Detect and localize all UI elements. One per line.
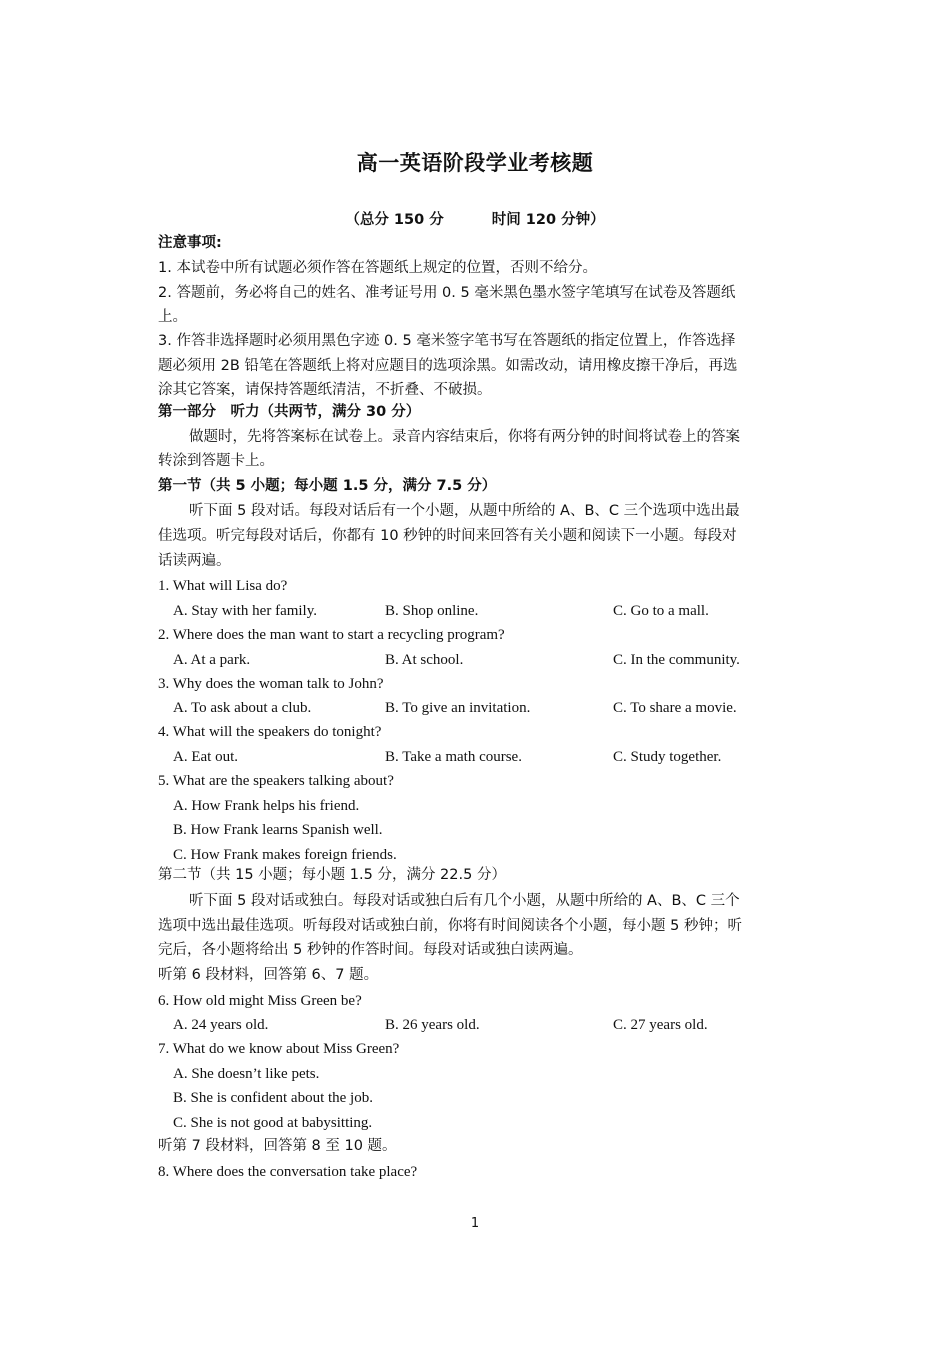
q7-option-b: B. She is confident about the job. <box>173 1090 373 1106</box>
q2-option-a: A. At a park. <box>173 652 251 668</box>
page-number: 1 <box>470 1216 480 1231</box>
section1-heading: 第一节（共 5 小题；每小题 1.5 分，满分 7.5 分） <box>158 478 497 494</box>
section2-intro-cont2: 完后，各小题将给出 5 秒钟的作答时间。每段对话或独白读两遍。 <box>158 942 583 958</box>
section2-intro-cont: 选项中选出最佳选项。听每段对话或独白前，你将有时间阅读各个小题，每小题 5 秒钟；听 <box>158 918 742 934</box>
q5-option-a: A. How Frank helps his friend. <box>173 798 360 814</box>
q3-option-a: A. To ask about a club. <box>173 700 312 716</box>
section1-intro: 听下面 5 段对话。每段对话后有一个小题，从题中所给的 A、B、C 三个选项中选出最 <box>189 503 740 519</box>
q5-option-c: C. How Frank makes foreign friends. <box>173 847 397 863</box>
q7-option-a: A. She doesn’t like pets. <box>173 1066 320 1082</box>
question-7: 7. What do we know about Miss Green? <box>158 1041 400 1057</box>
question-4: 4. What will the speakers do tonight? <box>158 724 382 740</box>
q3-option-b: B. To give an invitation. <box>385 700 531 716</box>
q1-option-b: B. Shop online. <box>385 603 479 619</box>
question-1: 1. What will Lisa do? <box>158 578 288 594</box>
q1-option-a: A. Stay with her family. <box>173 603 318 619</box>
material-6-instruction: 听第 6 段材料，回答第 6、7 题。 <box>158 967 379 983</box>
part1-intro-cont: 转涂到答题卡上。 <box>158 453 274 469</box>
note-3: 3. 作答非选择题时必须用黑色字迹 0. 5 毫米签字笔书写在答题纸的指定位置上，作答选择 <box>158 333 736 349</box>
page-title: 高一英语阶段学业考核题 <box>356 151 594 175</box>
part1-intro: 做题时，先将答案标在试卷上。录音内容结束后，你将有两分钟的时间将试卷上的答案 <box>189 429 740 445</box>
question-8: 8. Where does the conversation take place? <box>158 1164 418 1180</box>
question-6: 6. How old might Miss Green be? <box>158 993 362 1009</box>
part1-heading: 第一部分 听力（共两节，满分 30 分） <box>158 404 421 420</box>
note-2: 2. 答题前，务必将自己的姓名、准考证号用 0. 5 毫米黑色墨水签字笔填写在试卷及答题纸 <box>158 285 736 301</box>
material-7-instruction: 听第 7 段材料，回答第 8 至 10 题。 <box>158 1138 397 1154</box>
q6-option-a: A. 24 years old. <box>173 1017 269 1033</box>
notes-heading: 注意事项: <box>158 235 222 251</box>
q2-option-b: B. At school. <box>385 652 464 668</box>
exam-info <box>0 208 950 229</box>
q5-option-b: B. How Frank learns Spanish well. <box>173 822 383 838</box>
q6-option-c: C. 27 years old. <box>613 1017 708 1033</box>
note-2-cont: 上。 <box>158 309 187 325</box>
section1-intro-cont: 佳选项。听完每段对话后，你都有 10 秒钟的时间来回答有关小题和阅读下一小题。每段对 <box>158 528 737 544</box>
q3-option-c: C. To share a movie. <box>613 700 737 716</box>
q7-option-c: C. She is not good at babysitting. <box>173 1115 373 1131</box>
exam-time: 时间 120 分钟） <box>491 212 605 228</box>
q4-option-b: B. Take a math course. <box>385 749 522 765</box>
note-1: 1. 本试卷中所有试题必须作答在答题纸上规定的位置，否则不给分。 <box>158 260 597 276</box>
section2-intro: 听下面 5 段对话或独白。每段对话或独白后有几个小题，从题中所给的 A、B、C 三个 <box>189 893 740 909</box>
note-3-cont: 题必须用 2B 铅笔在答题纸上将对应题目的选项涂黑。如需改动，请用橡皮擦干净后，再选 <box>158 358 738 374</box>
section1-intro-cont2: 话读两遍。 <box>158 553 231 569</box>
q2-option-c: C. In the community. <box>613 652 740 668</box>
question-2: 2. Where does the man want to start a recycling program? <box>158 627 505 643</box>
question-3: 3. Why does the woman talk to John? <box>158 676 384 692</box>
q1-option-c: C. Go to a mall. <box>613 603 709 619</box>
q6-option-b: B. 26 years old. <box>385 1017 480 1033</box>
q4-option-c: C. Study together. <box>613 749 722 765</box>
note-3-cont2: 涂其它答案，请保持答题纸清洁，不折叠、不破损。 <box>158 382 492 398</box>
total-score: （总分 150 分 <box>345 212 444 228</box>
section2-heading: 第二节（共 15 小题；每小题 1.5 分，满分 22.5 分） <box>158 867 506 883</box>
question-5: 5. What are the speakers talking about? <box>158 773 394 789</box>
q4-option-a: A. Eat out. <box>173 749 238 765</box>
